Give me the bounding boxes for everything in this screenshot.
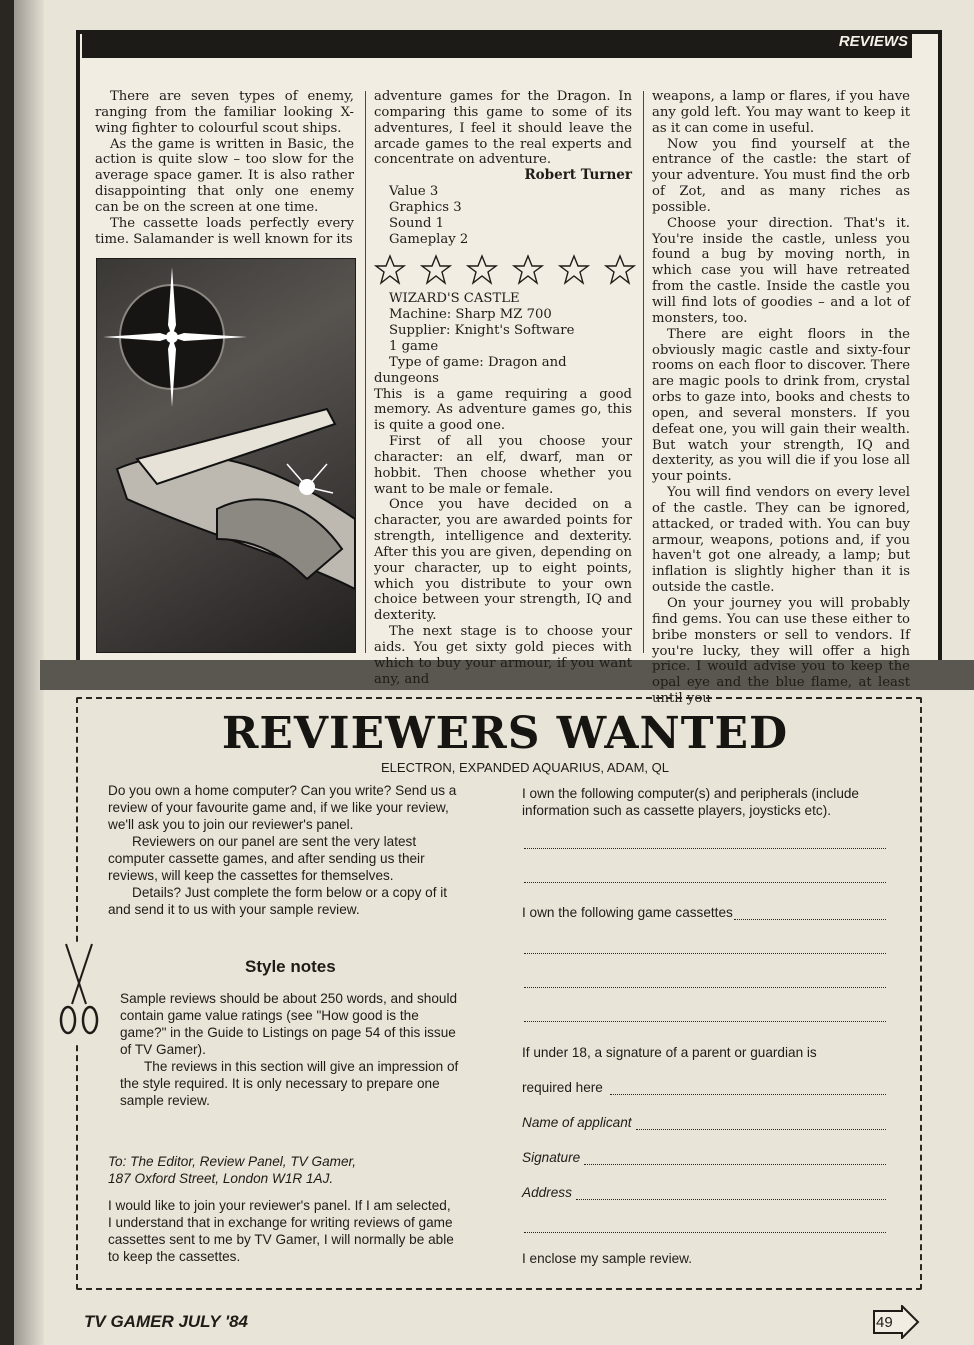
- star-icon: [604, 254, 636, 286]
- cassettes-field[interactable]: [524, 953, 886, 954]
- guardian-signature-field[interactable]: [610, 1094, 886, 1095]
- cassettes-field[interactable]: [734, 919, 886, 920]
- signature-field[interactable]: [584, 1164, 886, 1165]
- paragraph: On your journey you will probably find gems. You can use these either to bribe monsters or sell to vendors. If you're lucky, they will offer a high price. I would advise you to keep the opal eye and the blue flame, at least until you: [652, 596, 910, 707]
- game-title: WIZARD'S CASTLE: [389, 291, 520, 307]
- headline: REVIEWERS WANTED: [221, 708, 789, 759]
- section-tag: REVIEWS: [838, 33, 908, 50]
- paragraph: I would like to join your reviewer's panel. If I am selected, I understand that in exchange for writing reviews of game cassettes sent to me by TV Gamer, I will normally be able to keep the cassettes.: [108, 1198, 454, 1264]
- issue-footer: TV GAMER JULY '84: [84, 1312, 249, 1331]
- rating-stars: [374, 254, 636, 288]
- spaceship-artwork: [97, 259, 355, 652]
- game-type-line: Type of game: Dragon and dungeons: [374, 354, 567, 386]
- star-core: [166, 331, 178, 343]
- rating-value: Value 3: [389, 184, 439, 200]
- enclose-label: I enclose my sample review.: [522, 1251, 692, 1266]
- rating-gameplay: Gameplay 2: [389, 231, 469, 247]
- declaration: [108, 1197, 458, 1265]
- name-label: Name of applicant: [522, 1115, 632, 1130]
- rating-graphics: Graphics 3: [389, 199, 462, 215]
- star-icon: [466, 254, 498, 286]
- intro-text: [108, 782, 468, 918]
- paragraph: The next stage is to choose your aids. You get sixty gold pieces with which to buy your armour, if you want any, and: [374, 624, 632, 687]
- address-line: To: The Editor, Review Panel, TV Gamer,: [108, 1154, 357, 1169]
- column-rule: [643, 91, 644, 653]
- address-field[interactable]: [576, 1199, 886, 1200]
- address-line: 187 Oxford Street, London W1R 1AJ.: [108, 1171, 334, 1186]
- signature-label: Signature: [522, 1150, 581, 1165]
- star-icon: [374, 254, 406, 286]
- style-notes-body: [120, 990, 460, 1109]
- review-header-band: [82, 30, 912, 58]
- subhead: ELECTRON, EXPANDED AQUARIUS, ADAM, QL: [381, 760, 669, 775]
- computers-field[interactable]: [524, 848, 886, 849]
- address-field[interactable]: [524, 1232, 886, 1233]
- computers-label: I own the following computer(s) and peripherals (include information such as cassette players, joysticks etc).: [522, 786, 859, 818]
- paragraph: First of all you choose your character: an elf, dwarf, man or hobbit. Then choose whether you want to be male or female.: [374, 434, 632, 497]
- guardian-label: If under 18, a signature of a parent or guardian is: [522, 1045, 817, 1060]
- scissors-icon: [56, 942, 102, 1042]
- name-field[interactable]: [636, 1129, 886, 1130]
- binding-spine: [0, 0, 14, 1345]
- paragraph: This is a game requiring a good memory. As adventure games go, this is quite a good one.: [374, 386, 632, 434]
- cassettes-field[interactable]: [524, 987, 886, 988]
- paragraph: Details? Just complete the form below or a copy of it and send it to us with your sample review.: [108, 885, 448, 917]
- paragraph: You will find vendors on every level of the castle. They can be ignored, attacked, or traded with. You can buy armour, weapons, potions and, if you haven't got one already, a lamp; but inflation is slightly higher than it is outside the castle.: [652, 485, 910, 596]
- paragraph: Reviewers on our panel are sent the very latest computer cassette games, and after sending us their reviews, will keep the cassettes for themselves.: [108, 834, 425, 883]
- paragraph: There are eight floors in the obviously magic castle and sixty-four rooms on each floor to discover. There are magic pools to drink from, crystal orbs to gaze into, books and chests to open, and several monsters. If you defeat one, you will gain their wealth. But watch your strength, IQ and dexterity, as you will die if you lose all your points.: [652, 326, 910, 485]
- byline: Robert Turner: [524, 167, 632, 184]
- paragraph: The cassette loads perfectly every time. Salamander is well known for its: [95, 215, 354, 247]
- rating-sound: Sound 1: [389, 215, 444, 231]
- paragraph: As the game is written in Basic, the action is quite slow – too slow for the average space gamer. It is also rather disappointing that only one enemy can be on the screen at one time.: [95, 136, 354, 215]
- guardian-label-2: required here: [522, 1080, 603, 1095]
- review-column-3: [652, 89, 910, 707]
- column-rule: [365, 91, 366, 653]
- review-column-2: [374, 89, 632, 688]
- address-label: Address: [522, 1185, 572, 1200]
- cassettes-label: I own the following game cassettes: [522, 905, 733, 920]
- paragraph: weapons, a lamp or flares, if you have any gold left. You may want to keep it as it can come in useful.: [652, 89, 910, 136]
- paragraph: Sample reviews should be about 250 words, and should contain game value ratings (see "How good is the game?" in the Guide to Listings on page 54 of this issue of TV Gamer).: [120, 991, 458, 1057]
- star-icon: [558, 254, 590, 286]
- players-line: 1 game: [389, 338, 439, 354]
- spaceship-illustration: [96, 258, 356, 653]
- paragraph: Now you find yourself at the entrance of the castle: the start of your adventure. You must find the orb of Zot, and as many riches as possible.: [652, 136, 910, 215]
- paragraph: Once you have decided on a character, you are awarded points for strength, intelligence and dexterity. After this you are given, depending on your character, up to eight points, which you distribute to your own choice between your strength, IQ and dexterity.: [374, 497, 632, 624]
- star-icon: [512, 254, 544, 286]
- computers-field[interactable]: [524, 882, 886, 883]
- paragraph: Do you own a home computer? Can you write? Send us a review of your favourite game and, if we like your review, we'll ask you to join our reviewer's panel.: [108, 783, 457, 832]
- review-column-1: [95, 89, 354, 247]
- star-icon: [420, 254, 452, 286]
- cassettes-field[interactable]: [524, 1021, 886, 1022]
- supplier-line: Supplier: Knight's Software: [389, 323, 575, 339]
- address-block: [108, 1153, 368, 1187]
- page-number: 49: [876, 1314, 893, 1331]
- paragraph: There are seven types of enemy, ranging from the familiar looking X-wing fighter to colourful scout ships.: [95, 89, 354, 136]
- machine-line: Machine: Sharp MZ 700: [389, 307, 552, 323]
- paragraph: Choose your direction. That's it. You're inside the castle, unless you found a bug by moving north, in which case you will have retreated from the castle. Inside the castle you will find lots of goodies – and a lot of monsters, too.: [652, 215, 910, 326]
- paragraph: The reviews in this section will give an impression of the style required. It is only necessary to prepare one sample review.: [120, 1059, 459, 1108]
- style-notes-title: Style notes: [245, 957, 336, 976]
- paragraph: adventure games for the Dragon. In comparing this game to some of its adventures, I feel it should leave the arcade games to the real experts and concentrate on adventure.: [374, 89, 632, 168]
